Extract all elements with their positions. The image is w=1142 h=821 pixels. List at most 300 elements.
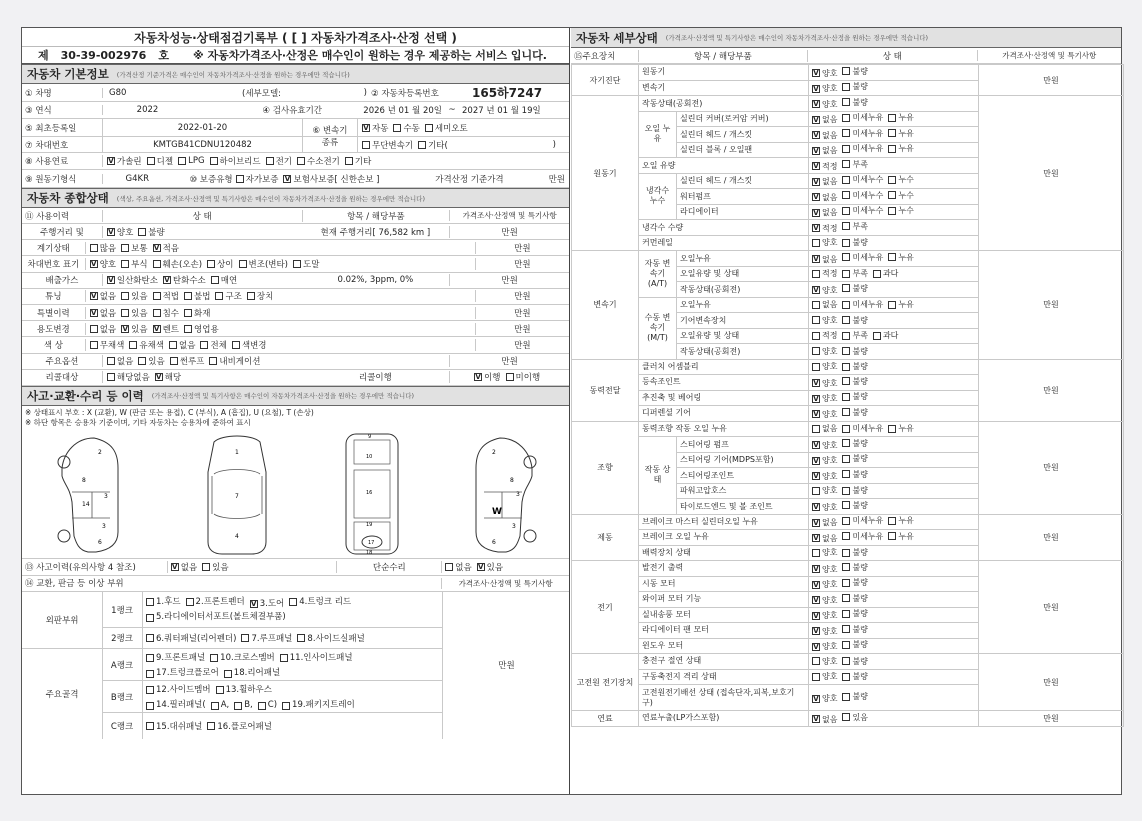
summary-option-checkbox[interactable]: V — [153, 243, 160, 252]
status-checkbox[interactable] — [842, 594, 850, 602]
status-checkbox[interactable]: V — [813, 503, 819, 512]
detail-status: V 양호 불량 — [809, 607, 979, 623]
status-checkbox[interactable]: V — [813, 146, 819, 155]
summary-option-checkbox[interactable] — [121, 260, 129, 268]
summary-option-checkbox[interactable]: V — [108, 227, 114, 236]
detail-status: V 없음 있음 — [809, 711, 979, 727]
summary-row — [22, 370, 569, 386]
detail-row — [572, 561, 1124, 577]
detail-h1: ⑮주요장치 — [574, 51, 616, 62]
status-checkbox[interactable] — [842, 98, 850, 106]
inspect-label: ④ 검사유효기간 — [262, 106, 322, 116]
detail-item: 라디에이터 — [677, 204, 809, 220]
status-checkbox[interactable]: V — [813, 84, 819, 93]
status-checkbox[interactable] — [842, 470, 850, 478]
summary-option-checkbox[interactable] — [121, 309, 129, 317]
summary-option-checkbox[interactable] — [209, 357, 217, 365]
summary-option-checkbox[interactable]: V — [164, 276, 170, 285]
status-checkbox[interactable] — [842, 625, 850, 633]
row-year — [22, 102, 569, 119]
status-checkbox[interactable] — [812, 549, 820, 557]
summary-h4: 가격조사·산정액 및 특기사항 — [449, 210, 569, 221]
status-checkbox[interactable]: V — [813, 177, 819, 186]
car-top-diagram — [192, 432, 282, 556]
status-checkbox[interactable]: V — [813, 456, 819, 465]
detail-item: 시동 모터 — [639, 576, 809, 592]
status-checkbox[interactable] — [888, 191, 896, 199]
detail-status: V 양호 불량 — [809, 80, 979, 96]
summary-row-options: V 일산화탄소 V 탄화수소 매연 — [102, 274, 302, 286]
trans-cvt-checkbox[interactable] — [362, 141, 370, 149]
status-checkbox[interactable] — [812, 487, 820, 495]
left-column — [22, 28, 570, 794]
name-label: ① 차명 — [25, 88, 52, 99]
status-checkbox[interactable] — [842, 693, 850, 701]
hist-none-checkbox[interactable]: V — [172, 562, 178, 571]
summary-option-checkbox[interactable] — [90, 244, 98, 252]
detail-status: V 양호 불량 — [809, 623, 979, 639]
status-checkbox[interactable]: V — [813, 69, 819, 78]
detail-status: V 없음 미세누유 누유 — [809, 251, 979, 267]
part15-checkbox[interactable] — [146, 722, 154, 730]
status-checkbox[interactable] — [842, 549, 850, 557]
summary-option-checkbox[interactable] — [121, 244, 129, 252]
status-checkbox[interactable] — [842, 191, 850, 199]
detail-subgroup: 작동 상태 — [639, 437, 677, 515]
trans-label: ⑥ 변속기 종류 — [302, 119, 357, 153]
detail-group-name: 전기 — [572, 561, 639, 654]
summary-row-label: 계기상태 — [36, 243, 70, 254]
fuel-hybrid-checkbox[interactable] — [210, 157, 218, 165]
fuel-hydrogen-checkbox[interactable] — [297, 157, 305, 165]
svg-text:17: 17 — [368, 539, 375, 546]
summary-option-checkbox[interactable] — [232, 341, 240, 349]
status-checkbox[interactable] — [812, 270, 820, 278]
detail-item: 커먼레일 — [639, 235, 809, 251]
status-checkbox[interactable] — [888, 532, 896, 540]
status-checkbox[interactable] — [842, 425, 850, 433]
detail-subgroup: 냉각수 누수 — [639, 173, 677, 220]
detail-price: 만원 — [979, 421, 1124, 514]
status-checkbox[interactable] — [812, 332, 820, 340]
detail-status: V 없음 미세누유 누유 — [809, 127, 979, 143]
status-checkbox[interactable]: V — [813, 472, 819, 481]
summary-row-label: 용도변경 — [36, 324, 70, 335]
summary-row-price: 만원 — [475, 258, 569, 270]
detail-status: 양호 불량 — [809, 344, 979, 360]
detail-status: 없음 미세누유 누유 — [809, 297, 979, 313]
summary-row-label: 주행거리 및 — [40, 227, 84, 238]
recall-checkbox[interactable] — [506, 373, 514, 381]
detail-item: 스티어링 기어(MDPS포함) — [677, 452, 809, 468]
status-checkbox[interactable] — [842, 207, 850, 215]
status-checkbox[interactable]: V — [813, 565, 819, 574]
summary-option-checkbox[interactable] — [107, 373, 115, 381]
summary-option-checkbox[interactable] — [153, 292, 161, 300]
car-frame-diagram — [332, 430, 412, 558]
status-checkbox[interactable]: V — [813, 694, 819, 703]
svg-text:18: 18 — [366, 549, 373, 556]
status-checkbox[interactable] — [812, 301, 820, 309]
status-checkbox[interactable] — [842, 301, 850, 309]
detail-item: 디퍼렌셜 기어 — [639, 406, 809, 422]
detail-status: V 양호 불량 — [809, 685, 979, 711]
status-checkbox[interactable] — [888, 253, 896, 261]
detail-status: V 양호 불량 — [809, 96, 979, 112]
svg-text:7: 7 — [235, 492, 239, 500]
status-checkbox[interactable] — [842, 532, 850, 540]
part12-checkbox[interactable] — [146, 686, 154, 694]
status-checkbox[interactable] — [842, 579, 850, 587]
summary-row-extra: 리콜이행 — [358, 373, 392, 384]
part5-checkbox[interactable] — [146, 614, 154, 622]
status-checkbox[interactable] — [842, 501, 850, 509]
status-checkbox[interactable]: V — [813, 627, 819, 636]
status-checkbox[interactable] — [812, 347, 820, 355]
summary-option-checkbox[interactable]: V — [91, 308, 97, 317]
status-checkbox[interactable] — [842, 316, 850, 324]
detail-item: 작동상태(공회전) — [677, 344, 809, 360]
detail-status: V 양호 불량 — [809, 406, 979, 422]
part13-checkbox[interactable] — [216, 686, 224, 694]
detail-body — [571, 64, 1121, 727]
accident-legend — [22, 406, 569, 430]
summary-option-checkbox[interactable] — [129, 341, 137, 349]
summary-row-options: V 없음 있음 침수 화재 — [85, 307, 359, 319]
rank1-label: 1랭크 — [111, 605, 133, 616]
summary-option-checkbox[interactable] — [138, 357, 146, 365]
year-value: 2022 — [102, 105, 192, 115]
fuel-label: ⑧ 사용연료 — [25, 157, 69, 167]
fuel-diesel-checkbox[interactable] — [147, 157, 155, 165]
summary-option-checkbox[interactable]: V — [91, 259, 97, 268]
detail-row — [572, 96, 1124, 112]
summary-option-checkbox[interactable]: V — [153, 324, 160, 333]
status-checkbox[interactable] — [888, 517, 896, 525]
status-checkbox[interactable] — [812, 657, 820, 665]
engine-label: ⑨ 원동기형식 — [25, 174, 77, 185]
part6-checkbox[interactable] — [146, 634, 154, 642]
summary-row — [22, 240, 569, 256]
detail-status: V 양호 불량 — [809, 499, 979, 515]
year-label: ③ 연식 — [25, 106, 52, 116]
summary-header-row — [22, 208, 569, 224]
status-checkbox[interactable] — [842, 393, 850, 401]
detail-item: 오일누유 — [677, 297, 809, 313]
svg-text:19: 19 — [366, 521, 373, 528]
status-checkbox[interactable] — [842, 563, 850, 571]
summary-option-checkbox[interactable]: V — [91, 292, 97, 301]
part17-checkbox[interactable] — [146, 670, 154, 678]
part8-checkbox[interactable] — [297, 634, 305, 642]
recall-checkbox[interactable]: V — [475, 373, 481, 382]
doc-number: 30-39-002976 — [60, 48, 147, 62]
status-checkbox[interactable] — [888, 207, 896, 215]
summary-row-price: 만원 — [475, 307, 569, 319]
summary-option-checkbox[interactable] — [239, 260, 247, 268]
inspection-report — [21, 27, 1122, 795]
status-checkbox[interactable]: V — [813, 100, 819, 109]
trans-semi-checkbox[interactable] — [425, 124, 433, 132]
part16-checkbox[interactable] — [207, 722, 215, 730]
summary-option-checkbox[interactable] — [90, 341, 98, 349]
status-checkbox[interactable] — [842, 517, 850, 525]
svg-text:9: 9 — [368, 433, 372, 440]
detail-status: V 양호 불량 — [809, 452, 979, 468]
status-checkbox[interactable]: V — [813, 224, 819, 233]
status-checkbox[interactable]: V — [813, 255, 819, 264]
summary-option-checkbox[interactable] — [211, 276, 219, 284]
rankC-parts: 15.대쉬패널 16.플로어패널 — [146, 713, 277, 739]
pillar-a-checkbox[interactable] — [211, 702, 219, 710]
status-checkbox[interactable]: V — [813, 534, 819, 543]
part18-checkbox[interactable] — [224, 670, 232, 678]
trans-auto-checkbox[interactable]: V — [363, 123, 369, 132]
status-checkbox[interactable] — [888, 129, 896, 137]
status-checkbox[interactable] — [842, 347, 850, 355]
status-checkbox[interactable] — [842, 145, 850, 153]
status-checkbox[interactable]: V — [813, 596, 819, 605]
firstreg-value: 2022-01-20 — [102, 119, 302, 136]
status-checkbox[interactable] — [842, 439, 850, 447]
status-checkbox[interactable]: V — [813, 394, 819, 403]
status-checkbox[interactable] — [888, 145, 896, 153]
detail-status: V 양호 불량 — [809, 561, 979, 577]
part10-checkbox[interactable] — [210, 654, 218, 662]
status-checkbox[interactable] — [842, 332, 850, 340]
accident-heading: 사고·교환·수리 등 이력 (가격조사·산정액 및 특기사항은 매수인이 자동차가격조사·산정을 원하는 경우에만 적습니다) — [22, 386, 569, 406]
status-checkbox[interactable]: V — [813, 193, 819, 202]
warranty-label: ⑩ 보증유형 — [189, 174, 233, 185]
simple-yes-checkbox[interactable]: V — [477, 562, 484, 571]
part2-checkbox[interactable] — [186, 598, 194, 606]
summary-option-checkbox[interactable]: V — [122, 324, 128, 333]
status-checkbox[interactable]: V — [813, 715, 819, 724]
part14-checkbox[interactable] — [146, 702, 154, 710]
rankB-label: B랭크 — [110, 692, 134, 703]
detail-status: 양호 불량 — [809, 359, 979, 375]
status-checkbox[interactable] — [873, 270, 881, 278]
status-checkbox[interactable] — [842, 270, 850, 278]
detail-subgroup: 수동 변속기 (M/T) — [639, 297, 677, 359]
status-checkbox[interactable] — [812, 673, 820, 681]
summary-option-checkbox[interactable] — [293, 260, 301, 268]
part4-checkbox[interactable] — [289, 598, 297, 606]
summary-row-price: V 이행 미이행 — [449, 371, 569, 383]
status-checkbox[interactable]: V — [813, 162, 819, 171]
summary-option-checkbox[interactable] — [184, 309, 192, 317]
detail-subgroup: 자동 변속기 (A/T) — [639, 251, 677, 298]
simple-none-checkbox[interactable] — [445, 563, 453, 571]
summary-row-label: 색 상 — [43, 340, 63, 351]
detail-heading: 자동차 세부상태 (가격조사·산정액 및 특기사항은 매수인이 자동차가격조사·산정을 원하는 경우에만 적습니다) — [571, 28, 1121, 48]
status-checkbox[interactable]: V — [813, 518, 819, 527]
part19-checkbox[interactable] — [282, 702, 290, 710]
detail-item: 동력조향 작동 오일 누유 — [639, 421, 809, 437]
summary-option-checkbox[interactable] — [200, 341, 208, 349]
status-checkbox[interactable]: V — [813, 410, 819, 419]
summary-option-checkbox[interactable] — [153, 260, 161, 268]
detail-status: 없음 미세누유 누유 — [809, 421, 979, 437]
service-note: ※ 자동차가격조사·산정은 매수인이 원하는 경우 제공하는 서비스 입니다. — [192, 49, 547, 62]
status-checkbox[interactable] — [888, 301, 896, 309]
status-checkbox[interactable] — [842, 713, 850, 721]
status-checkbox[interactable] — [842, 239, 850, 247]
detail-item: 기어변속장치 — [677, 313, 809, 329]
summary-option-checkbox[interactable] — [90, 325, 98, 333]
status-checkbox[interactable] — [842, 610, 850, 618]
detail-group-name: 변속기 — [572, 251, 639, 360]
summary-h2: 상 태 — [102, 210, 302, 222]
status-checkbox[interactable] — [812, 239, 820, 247]
part11-checkbox[interactable] — [280, 654, 288, 662]
status-checkbox[interactable] — [842, 160, 850, 168]
summary-option-checkbox[interactable] — [170, 357, 178, 365]
status-checkbox[interactable]: V — [813, 115, 819, 124]
status-checkbox[interactable] — [842, 129, 850, 137]
status-checkbox[interactable]: V — [813, 131, 819, 140]
detail-status: V 적정 부족 — [809, 158, 979, 174]
status-checkbox[interactable]: V — [813, 611, 819, 620]
fuel-gasoline-checkbox[interactable]: V — [108, 157, 114, 165]
detail-status: 적정 부족 과다 — [809, 328, 979, 344]
summary-option-checkbox[interactable] — [184, 325, 192, 333]
detail-item: 배력장치 상태 — [639, 545, 809, 561]
part1-checkbox[interactable] — [146, 598, 154, 606]
detail-status: V 없음 미세누유 누유 — [809, 514, 979, 530]
status-checkbox[interactable] — [812, 363, 820, 371]
status-checkbox[interactable] — [842, 377, 850, 385]
summary-option-checkbox[interactable] — [138, 228, 146, 236]
detail-item: 구동축전지 격리 상태 — [639, 669, 809, 685]
detail-item: 실린더 블록 / 오일팬 — [677, 142, 809, 158]
rankC-label: C랭크 — [110, 721, 134, 732]
summary-row — [22, 224, 569, 240]
status-checkbox[interactable]: V — [813, 208, 819, 217]
summary-option-checkbox[interactable]: V — [108, 276, 114, 285]
detail-group-name: 동력전달 — [572, 359, 639, 421]
status-checkbox[interactable]: V — [813, 580, 819, 589]
summary-option-checkbox[interactable] — [107, 357, 115, 365]
status-checkbox[interactable] — [842, 487, 850, 495]
status-checkbox[interactable] — [842, 363, 850, 371]
summary-option-checkbox[interactable] — [184, 292, 192, 300]
status-checkbox[interactable]: V — [813, 286, 819, 295]
pillar-c-checkbox[interactable] — [258, 702, 266, 710]
row-fuel — [22, 153, 569, 170]
part9-checkbox[interactable] — [146, 654, 154, 662]
detail-item: 파워고압호스 — [677, 483, 809, 499]
status-checkbox[interactable]: V — [813, 379, 819, 388]
status-checkbox[interactable] — [888, 176, 896, 184]
pillar-b-checkbox[interactable] — [234, 702, 242, 710]
status-checkbox[interactable]: V — [813, 642, 819, 651]
detail-item: 오일누유 — [677, 251, 809, 267]
summary-row-price: 만원 — [449, 274, 569, 286]
status-checkbox[interactable] — [842, 641, 850, 649]
status-checkbox[interactable] — [842, 408, 850, 416]
fuel-lpg-checkbox[interactable] — [178, 157, 186, 165]
detail-item: 등속조인트 — [639, 375, 809, 391]
warranty-self-checkbox[interactable] — [236, 175, 244, 183]
summary-option-checkbox[interactable]: V — [156, 373, 162, 382]
status-checkbox[interactable] — [842, 176, 850, 184]
status-checkbox[interactable] — [888, 425, 896, 433]
detail-row — [572, 359, 1124, 375]
status-checkbox[interactable] — [812, 316, 820, 324]
summary-row-price: 만원 — [475, 323, 569, 335]
detail-item: 실내송풍 모터 — [639, 607, 809, 623]
hist-yes-checkbox[interactable] — [202, 563, 210, 571]
detail-price: 만원 — [979, 65, 1124, 96]
part3-checkbox[interactable]: V — [251, 600, 257, 609]
detail-price: 만원 — [979, 359, 1124, 421]
detail-status: 양호 불량 — [809, 669, 979, 685]
summary-option-checkbox[interactable] — [153, 309, 161, 317]
status-checkbox[interactable] — [842, 67, 850, 75]
model-close: ) — [363, 87, 367, 98]
detail-group-name: 연료 — [572, 711, 639, 727]
detail-group-name: 조향 — [572, 421, 639, 514]
status-checkbox[interactable] — [873, 332, 881, 340]
fuel-other-checkbox[interactable] — [345, 157, 353, 165]
status-checkbox[interactable] — [888, 114, 896, 122]
status-checkbox[interactable] — [842, 253, 850, 261]
summary-row-label: 특별이력 — [36, 308, 70, 319]
status-checkbox[interactable] — [842, 83, 850, 91]
part7-checkbox[interactable] — [241, 634, 249, 642]
simple-repair-opts: 없음 V 있음 — [441, 561, 569, 573]
trans-other-checkbox[interactable] — [418, 141, 426, 149]
status-checkbox[interactable] — [842, 657, 850, 665]
status-checkbox[interactable] — [842, 284, 850, 292]
trans-opts: V 자동 수동 세미오토 — [357, 119, 473, 136]
exch-label: ⑭ 교환, 판금 등 이상 부위 — [25, 579, 124, 590]
summary-option-checkbox[interactable] — [215, 292, 223, 300]
summary-option-checkbox[interactable] — [207, 260, 215, 268]
detail-h3: 상 태 — [807, 50, 976, 62]
detail-header-row — [571, 48, 1121, 64]
summary-option-checkbox[interactable] — [169, 341, 177, 349]
summary-row-options: 무채색 유채색 없음 전체 색변경 — [85, 339, 359, 351]
exch-price-unit: 만원 — [442, 592, 570, 739]
status-checkbox[interactable]: V — [813, 441, 819, 450]
summary-option-checkbox[interactable] — [247, 292, 255, 300]
detail-price: 만원 — [979, 654, 1124, 711]
status-checkbox[interactable] — [842, 114, 850, 122]
detail-item: 브레이크 마스터 실린더오일 누유 — [639, 514, 809, 530]
detail-status: V 양호 불량 — [809, 468, 979, 484]
svg-text:4: 4 — [235, 532, 239, 540]
price-basis-label: 가격산정 기준가격 — [435, 174, 504, 185]
summary-row-price: 만원 — [449, 226, 569, 238]
hist-label: ⑬ 사고이력(유의사항 4 참조) — [25, 562, 136, 573]
svg-text:2: 2 — [492, 448, 496, 456]
status-checkbox[interactable] — [842, 455, 850, 463]
status-checkbox[interactable] — [842, 222, 850, 230]
warranty-insurer-checkbox[interactable]: V — [284, 174, 291, 183]
rank1-parts: 1.후드 2.프론트펜더 V 3.도어 4.트렁크 리드 5.라디에이터서포트(볼트체결부품) — [146, 596, 356, 627]
status-checkbox[interactable] — [842, 673, 850, 681]
detail-item: 충전구 절연 상태 — [639, 654, 809, 670]
trans-manual-checkbox[interactable] — [393, 124, 401, 132]
report-title: 자동차성능·상태점검기록부 ( [ ] 자동차가격조사·산정 선택 ) — [134, 30, 457, 45]
fuel-electric-checkbox[interactable] — [266, 157, 274, 165]
summary-row-options: 없음 있음 썬루프 내비게이션 — [102, 355, 449, 367]
summary-option-checkbox[interactable] — [121, 292, 129, 300]
fuel-opts: V 가솔린 디젤 LPG 하이브리드 전기 수소전기 기타 — [102, 155, 376, 167]
status-checkbox[interactable] — [812, 425, 820, 433]
